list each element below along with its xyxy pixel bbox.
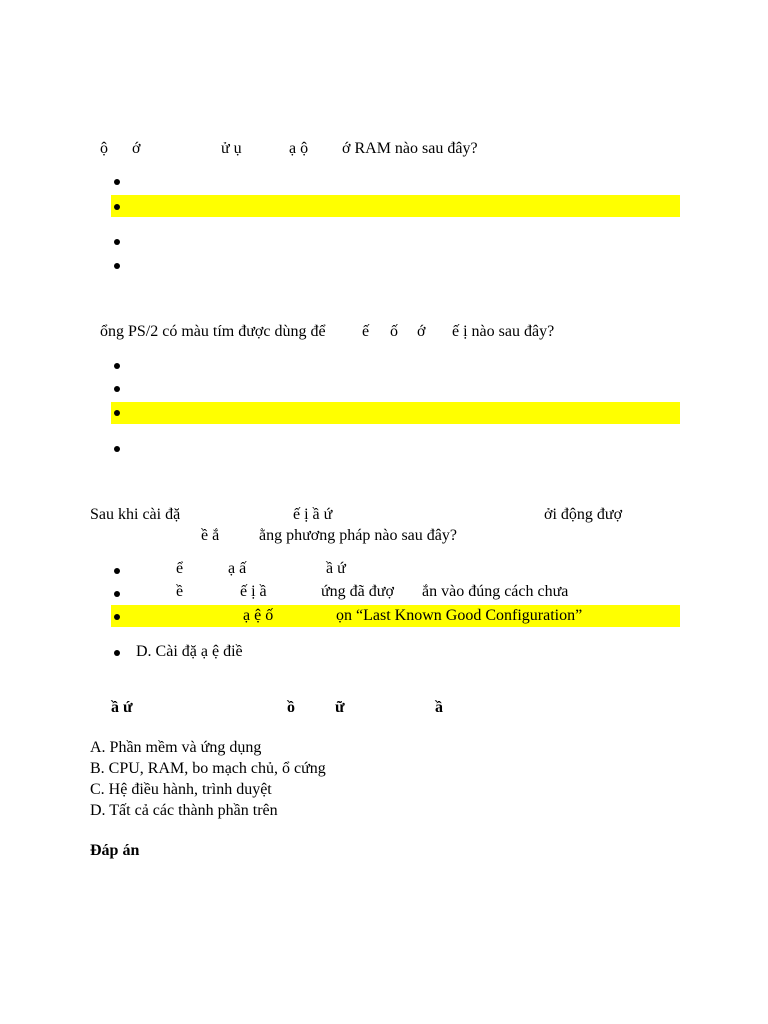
q2-fragment: ế ị nào sau đây? xyxy=(452,323,555,340)
q3-option-fragment: ắn vào đúng cách chưa xyxy=(422,583,569,600)
bullet-icon xyxy=(114,239,120,245)
answer-heading: Đáp án xyxy=(90,842,140,859)
q4-fragment: ữ xyxy=(335,699,345,716)
q1-fragment: ộ xyxy=(100,140,108,157)
q4-fragment: ồ xyxy=(287,699,295,716)
q4-option-b: B. CPU, RAM, bo mạch chủ, ổ cứng xyxy=(90,760,326,777)
q3-option-fragment: ầ ứ xyxy=(326,560,346,577)
bullet-icon xyxy=(114,363,120,369)
q3-option-fragment: ề xyxy=(176,583,184,600)
q2-fragment: ớ xyxy=(417,323,426,340)
q2-fragment: ế xyxy=(362,323,370,340)
q3-option-fragment: ọn “Last Known Good Configuration” xyxy=(336,607,583,624)
highlighted-answer-row xyxy=(111,195,680,217)
bullet-icon xyxy=(114,204,120,210)
highlighted-answer-row xyxy=(111,402,680,424)
q3-option-d: D. Cài đặ ạ ệ điề xyxy=(136,643,243,660)
bullet-icon xyxy=(114,410,120,416)
q2-fragment: ổng PS/2 có màu tím được dùng để xyxy=(100,323,326,340)
bullet-icon xyxy=(114,446,120,452)
q3-fragment: ởi động đượ xyxy=(544,506,623,523)
bullet-icon xyxy=(114,591,120,597)
q3-fragment: ế ị ầ ứ xyxy=(293,506,333,523)
q4-option-c: C. Hệ điều hành, trình duyệt xyxy=(90,781,272,798)
q1-fragment: ớ RAM nào sau đây? xyxy=(342,140,478,157)
bullet-icon xyxy=(114,568,120,574)
q1-fragment: ử ụ xyxy=(221,140,242,157)
q3-fragment: ằng phương pháp nào sau đây? xyxy=(259,527,457,544)
q3-option-fragment: ế ị ầ xyxy=(240,583,267,600)
q3-option-fragment: ể xyxy=(176,560,184,577)
q4-fragment: ầ xyxy=(435,699,443,716)
q1-fragment: ớ xyxy=(132,140,141,157)
q4-option-d: D. Tất cả các thành phần trên xyxy=(90,802,278,819)
bullet-icon xyxy=(114,386,120,392)
q1-fragment: ạ ộ xyxy=(289,140,309,157)
bullet-icon xyxy=(114,179,120,185)
q3-option-fragment: ứng đã đượ xyxy=(321,583,394,600)
q3-option-fragment: ạ ệ ố xyxy=(243,607,274,624)
q3-option-fragment: ạ ấ xyxy=(228,560,247,577)
q3-fragment: ề ắ xyxy=(201,527,220,544)
bullet-icon xyxy=(114,614,120,620)
q3-fragment: Sau khi cài đặ xyxy=(90,506,181,523)
q4-fragment: ầ ứ xyxy=(111,699,133,716)
q4-option-a: A. Phần mềm và ứng dụng xyxy=(90,739,262,756)
q2-fragment: ố xyxy=(390,323,398,340)
bullet-icon xyxy=(114,263,120,269)
bullet-icon xyxy=(114,650,120,656)
